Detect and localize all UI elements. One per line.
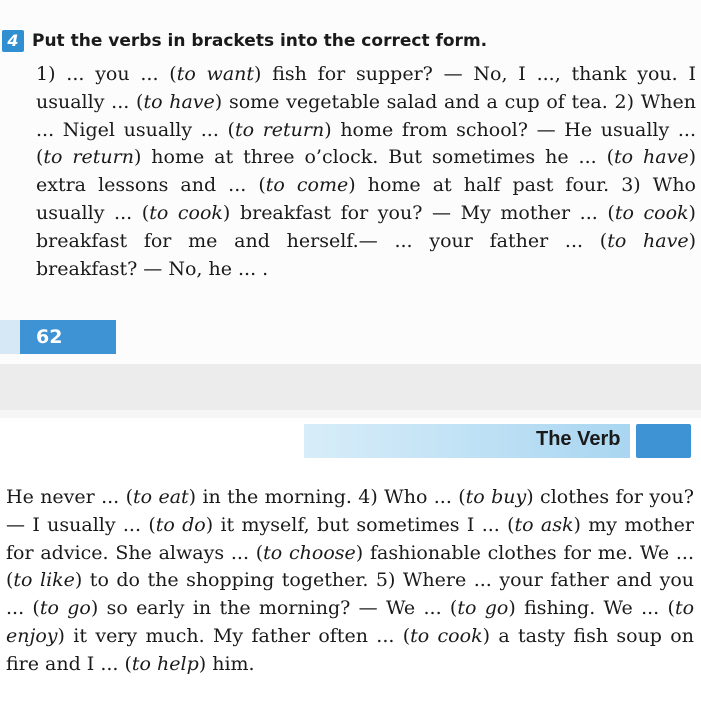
exercise-header [2,28,487,54]
verb-prompt: to want [176,63,255,85]
verb-prompt: to do [155,513,206,536]
verb-prompt: to go [457,597,509,620]
verb-prompt: to cook [149,201,223,224]
verb-prompt: to eat [133,486,189,508]
verb-prompt: to like [13,569,75,592]
verb-prompt: to help [131,652,199,675]
page-gap-shadow [0,410,701,418]
verb-prompt: to have [614,146,689,169]
verb-prompt: to have [607,229,689,252]
verb-prompt: to cook [614,201,689,224]
exercise-instruction: Put the verbs in brackets into the correct form. [32,31,488,51]
verb-prompt: to buy [465,486,527,508]
exercise-text-top: 1) ... you ... (to want) fish for supper? — No, I ..., thank you. I usually ... (to have) some vegetable salad and a cup of tea. 2) When ... Nigel usually ... (to return) home from school? — He usually ... (to return) home at three o’clock. But sometimes he ... (to have) extra lessons and ... (to come) home at half past four. 3) Who usually ... (to cook) breakfast for you? — My mother ... (to cook) breakfast for me and herself.— ... your father ... (to have) breakfast? — No, he ... . [36,63,697,280]
section-header-block [636,424,691,458]
verb-prompt: to cook [410,624,483,647]
verb-prompt: to ask [514,513,574,536]
page-number: 62 [36,326,63,348]
exercise-text-bottom: He never ... (to eat) in the morning. 4) Who ... (to buy) clothes for you? — I usually ... (to do) it myself, but sometimes I ... (to ask) my mother for advice. She always ... (to choose) fashionable clothes for me. We ... (to like) to do the shopping together. 5) Where ... your father and you ... (to go) so early in the morning? — We ... (to go) fishing. We ... (to enjoy) it very much. My father often ... (to cook) a tasty fish soup on fire and I ... (to help) him. [6,486,695,675]
verb-prompt: to enjoy [6,597,695,647]
verb-prompt: to come [265,174,349,197]
verb-prompt: to return [234,118,325,141]
verb-prompt: to choose [263,541,356,564]
exercise-number-badge: 4 [2,30,24,52]
section-title: The Verb [536,428,621,450]
page-gap [0,364,701,410]
verb-prompt: to return [43,146,134,169]
page-number-tab [20,320,116,354]
verb-prompt: to have [143,90,215,113]
verb-prompt: to go [39,597,91,620]
